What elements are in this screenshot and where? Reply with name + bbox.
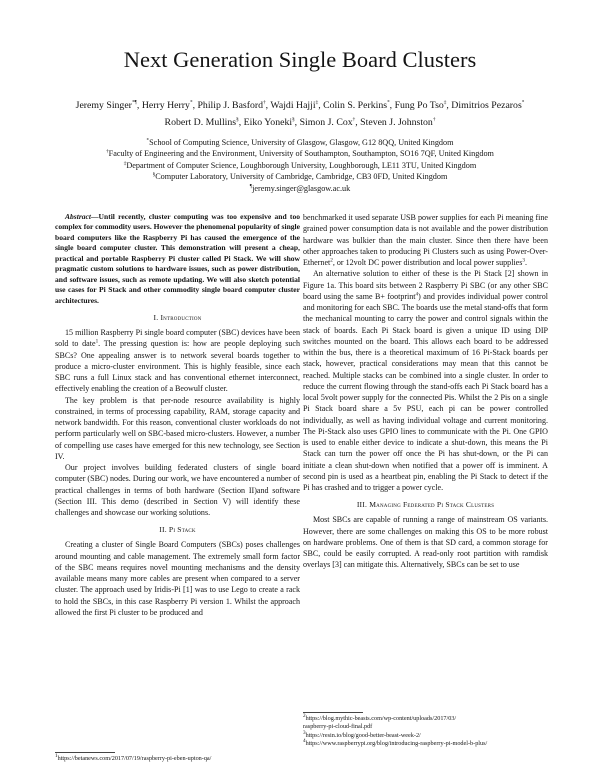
abstract-label: Abstract bbox=[65, 212, 91, 221]
footnote-ref: 2 bbox=[330, 257, 333, 264]
footnote-ref: 4 bbox=[415, 291, 419, 298]
author-name: Colin S. Perkins bbox=[323, 100, 388, 111]
affiliation-list bbox=[40, 137, 560, 194]
paragraph: Our project involves building federated clusters of single board computer (SBC) nodes. During our work, we have encountered a number of practical challenges in terms of both hardware (Section II)and software (Section III. This demo (described in Section V) will identify these challenges and showcase our working solutions. bbox=[55, 463, 300, 518]
author bbox=[323, 100, 390, 111]
author-affil-mark: † bbox=[352, 116, 356, 123]
abstract-text: —Until recently, cluster computing was too expensive and too complex for commodity users. However the phenomenal popularity of single board computers like the Raspberry Pi has caused the emergence of the single board computer cluster. This demonstration will present a cheap, practical and portable Raspberry Pi cluster called Pi Stack. We will show pragmatic custom solutions to hardware issues, such as power distribution, and software issues, such as remote updating. We will also sketch potential use cases for Pi Stack and other commodity single board computer cluster architectures. bbox=[55, 212, 300, 305]
footnote: $^3$https://resin.io/blog/good-better-beast-week-2/ bbox=[303, 729, 421, 739]
affiliation bbox=[40, 137, 560, 148]
paragraph: Creating a cluster of Single Board Computers (SBCs) poses challenges around mounting and cable management. The extremely small form factor of the SBC means requires novel mounting mechanisms and the density available means many more cables are present when compared to a server cluster. The approach used by Iridis-Pi [1] was to use Lego to create a rack to hold the SBCs, in this case Raspberry Pi version 1. Whilst the approach allowed the first Pi cluster to be produced and bbox=[55, 540, 300, 617]
affiliation bbox=[40, 171, 560, 182]
footnote-rule bbox=[303, 712, 363, 713]
section-heading-pi-stack: II. Pi Stack bbox=[159, 525, 196, 535]
author-affil-mark: * bbox=[189, 99, 193, 106]
affiliation-text: Computer Laboratory, University of Cambridge, Cambridge, CB3 0FD, United Kingdom bbox=[155, 172, 448, 182]
affiliation-mark: † bbox=[106, 148, 109, 155]
author-affil-mark: * bbox=[521, 99, 525, 106]
author-affil-mark: *¶ bbox=[131, 99, 137, 106]
author-name: Dimitrios Pezaros bbox=[451, 100, 522, 111]
paragraph: benchmarked it used separate USB power supplies for each Pi meaning fine grained power consumption data is not available and the power distribution hardware was bulkier than the main cluster. Since then there have been other approaches taken to producing Pi Clusters such as using Power-Over-Ethernet$^2$, or 12volt DC power distribution and local power supplies$^3$. bbox=[303, 213, 548, 267]
footnote-ref: 3 bbox=[522, 257, 525, 264]
footnote: $^2$https://blog.mythic-beasts.com/wp-content/uploads/2017/03/ bbox=[303, 712, 457, 722]
author-name: Philip J. Basford bbox=[197, 100, 264, 111]
author-affil-mark: † bbox=[263, 99, 266, 106]
author bbox=[197, 100, 265, 111]
left-column bbox=[55, 212, 300, 618]
section-heading-introduction: I. Introduction bbox=[153, 313, 202, 323]
author-line-2: Robert D. Mullins§, Eiko Yoneki§, Simon J. Cox†, Steven J. Johnston† bbox=[164, 116, 436, 128]
author-affil-mark: ‡ bbox=[315, 99, 319, 106]
author bbox=[244, 117, 295, 128]
affiliation-mark: * bbox=[146, 137, 150, 144]
affiliation-text: jeremy.singer@glasgow.ac.uk bbox=[252, 183, 351, 193]
author bbox=[300, 117, 356, 128]
section-heading-managing-clusters: III. Managing Federated Pi Stack Clusters bbox=[356, 500, 495, 510]
author bbox=[395, 100, 447, 111]
paper-title: Next Generation Single Board Clusters bbox=[123, 47, 477, 72]
author-affil-mark: * bbox=[387, 99, 390, 106]
author-name: Herry Herry bbox=[141, 100, 190, 111]
author-name: Eiko Yoneki bbox=[243, 116, 293, 128]
author bbox=[165, 117, 239, 128]
right-column bbox=[303, 212, 548, 571]
affiliation-mark: § bbox=[152, 171, 156, 178]
paragraph: The key problem is that per-node resource availability is highly constrained, in terms of processing capability, RAM, storage capacity and network bandwidth. For this reason, conventional cluster workloads do not perform particularly well on SBC-based micro-clusters. However, a number of compelling use cases have emerged for this new technology, see Section IV. bbox=[55, 395, 300, 461]
author bbox=[451, 100, 524, 111]
footnote: $^1$https://betanews.com/2017/07/19/raspberry-pi-eben-upton-qa/ bbox=[55, 752, 212, 762]
affiliation bbox=[40, 148, 560, 159]
abstract bbox=[55, 212, 300, 306]
footnotes-right bbox=[303, 712, 548, 748]
paragraph: Most SBCs are capable of running a range of mainstream OS variants. However, there are some challenges on making this OS to be more robust on hardware problems. One of them is that SD card, a common storage for SBC, could be easily corrupted. A read-only root partition with ramdisk overlays [3] can mitigate this. Alternatively, SBCs can be set to use bbox=[303, 515, 548, 570]
author bbox=[270, 100, 318, 111]
contact-email bbox=[40, 183, 560, 194]
footnote-rule bbox=[55, 752, 115, 753]
affiliation-text: Faculty of Engineering and the Environment, University of Southampton, Southampton, SO16 7QF, United Kingdom bbox=[108, 149, 494, 159]
author bbox=[142, 100, 193, 111]
author-affil-mark: † bbox=[432, 116, 436, 123]
author-name: Simon J. Cox bbox=[299, 116, 353, 128]
affiliation-mark: ¶ bbox=[249, 182, 253, 189]
affiliation-mark: ‡ bbox=[123, 160, 127, 167]
author-line-1: Jeremy Singer*¶, Herry Herry*, Philip J. Basford†, Wajdi Hajji‡, Colin S. Perkins*, Fung Po Tso‡, Dimitrios Pezaros* bbox=[75, 99, 525, 111]
footnotes-left bbox=[55, 752, 300, 763]
author-name: Jeremy Singer bbox=[75, 100, 132, 111]
paragraph: An alternative solution to either of these is the Pi Stack [2] shown in Figure 1a. This board sits between 2 Raspberry Pi SBC (or any other SBC board using the same B+ footprint$^4$) and provides individual power control and monitoring for each SBC. The boards use the metal stand-offs that form the mechanical mounting to carry the power and control signals within the stack of boards. Each Pi Stack board is given a unique ID using DIP switches mounted on the board. This allows each board to be addressed within the bus, there is a theoretical maximum of 16 Pi-Stack boards per stack, however, practical considerations may mean that this cannot be reached. Multiple stacks can be combined into a single cluster. In order to reduce the current flowing through the stand-offs each Pi Stack board has a local 5volt power supply for the connected Pis. Whilst the 2 Pis on a single Pi Stack board share a 5v PSU, each pi can be power controlled individually, as well as having individual voltage and current monitoring. The Pi-Stack also uses GPIO lines to communicate with the Pi. One GPIO is used to enable either device to indicate a shut-down, this means the Pi Stack can turn the power off once the Pi has shut-down, or the Pi can initiate a clean shut-down when notified that a power off is imminent. A second pin is used as a heartbeat pin, enabling the Pi Stack to detect if the Pi has crashed and to trigger a power cycle. bbox=[303, 269, 549, 492]
author-list bbox=[40, 98, 560, 131]
author-affil-mark: ‡ bbox=[443, 99, 447, 106]
author-affil-mark: § bbox=[292, 116, 295, 123]
affiliation-text: School of Computing Science, University of Glasgow, Glasgow, G12 8QQ, United Kingdom bbox=[149, 138, 454, 147]
author-affil-mark: § bbox=[236, 116, 239, 123]
author bbox=[360, 117, 435, 128]
footnote-ref: 1 bbox=[95, 338, 99, 345]
affiliation bbox=[40, 160, 560, 171]
footnote-continuation: raspberry-pi-cloud-final.pdf bbox=[303, 723, 373, 731]
paragraph: 15 million Raspberry Pi single board computer (SBC) devices have been sold to date$^1$. The pressing question is: how are people deploying such SBCs? One appealing answer is to network several boards together to produce a micro-cluster environment. This is highly feasible, since each SBC runs a full Linux stack and has conventional ethernet interconnect, effectively enabling the creation of a Beowulf cluster. bbox=[55, 328, 300, 394]
author-name: Fung Po Tso bbox=[394, 100, 444, 111]
author-name: Robert D. Mullins bbox=[164, 116, 237, 128]
author-name: Wajdi Hajji bbox=[270, 100, 316, 111]
affiliation-text: Department of Computer Science, Loughborough University, Loughborough, LE11 3TU, United Kingdom bbox=[126, 160, 477, 170]
footnote: $^4$https://www.raspberrypi.org/blog/introducing-raspberry-pi-model-b-plus/ bbox=[303, 737, 488, 747]
author bbox=[76, 100, 137, 111]
author-name: Steven J. Johnston bbox=[360, 116, 433, 128]
